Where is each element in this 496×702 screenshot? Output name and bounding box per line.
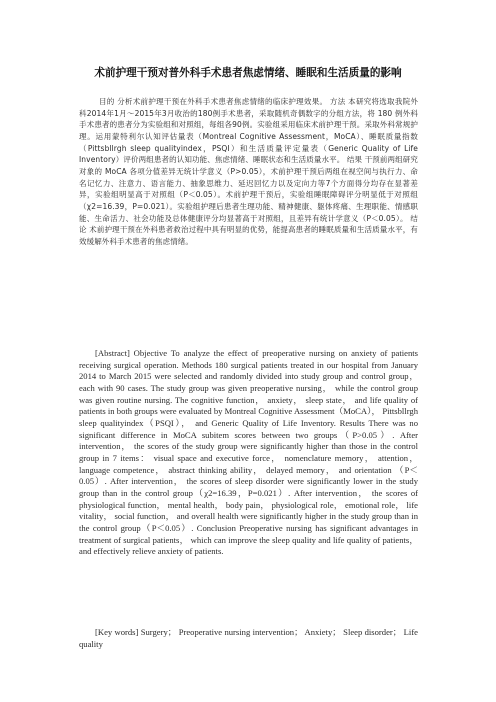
paper-title: 术前护理干预对普外科手术患者焦虑情绪、睡眠和生活质量的影响: [94, 67, 402, 79]
abstract-english: [Abstract] Objective To analyze the effect of preoperative nursing on anxiety of patients receiving surgical operation. Methods 180 surgical patients treated in our hospital from January 2014 to March 2015 were selected and randomly divided into study group and control group， each with 90 cases. The study group was given preoperative nursing， while the control group was given routine nursing. The cognitive function， anxiety， sleep state， and life quality of patients in both groups were evaluated by Montreal Cognitive Assessment（MoCA）， Pittsbllrgh sleep qualityindex（PSQI）， and Generic Quality of Life Inventory. Results There was no significant difference in MoCA subitem scores between two groups（P>0.05）. After intervention， the scores of the study group were significantly higher than those in the control group in 7 items： visual space and executive force， nomenclature memory， attention， language competence， abstract thinking ability， delayed memory， and orientation （P＜0.05）. After intervention， the scores of sleep disorder were significantly lower in the study group than in the control group（χ2=16.39，P=0.021）. After intervention， the scores of physiological function， mental health， body pain， physiological role， emotional role， life vitality， social function， and overall health were significantly higher in the study group than in the control group（P＜0.05）. Conclusion Preoperative nursing has significant advantages in treatment of surgical patients， which can improve the sleep quality and life quality of patients， and effectively relieve anxiety of patients.: [79, 348, 418, 557]
keywords-english: [Key words] Surgery； Preoperative nursing intervention； Anxiety； Sleep disorder； Life quality: [79, 627, 418, 649]
abstract-chinese: 目的 分析术前护理干预在外科手术患者焦虑情绪的临床护理效果。 方法 本研究将选取我院外科2014年1月～2015年3月收治的180例手术患者，采取随机奇偶数字的分组方法，将 180 例外科手术患者的患者分为实验组和对照组，每组各90例。实验组采用临床术前护理干预。采取外科常规护理。运用蒙特利尔认知评估量表（Montreal Cognitive Assessment，MoCA）、睡眠质量指数（Pittsbllrgh sleep qualityindex，PSQI）和生活质量评定量表（Generic Quality of Life Inventory）评价两组患者的认知功能、焦虑情绪、睡眠状态和生活质量水平。 结果 干预前两组研究对象的 MoCA 各项分值差异无统计学意义（P>0.05），术前护理干预后两组在视空间与执行力、命名记忆力、注意力、语言能力、抽象思维力、延迟回忆力以及定向力等7个方面得分均存在显著差异，实验组明显高于对照组（P＜0.05）。术前护理干预后，实验组睡眠障碍评分明显低于对照组（χ2=16.39，P=0.021）。实验组护理后患者生理功能、精神健康、躯体疼痛、生理职能、情感职能、生命活力、社会功能及总体健康评分均显著高于对照组，且差异有统计学意义（P＜0.05）。 结论 术前护理干预在外科患者救治过程中具有明显的优势，能提高患者的睡眠质量和生活质量水平，有效缓解外科手术患者的焦虑情绪。: [79, 97, 418, 246]
